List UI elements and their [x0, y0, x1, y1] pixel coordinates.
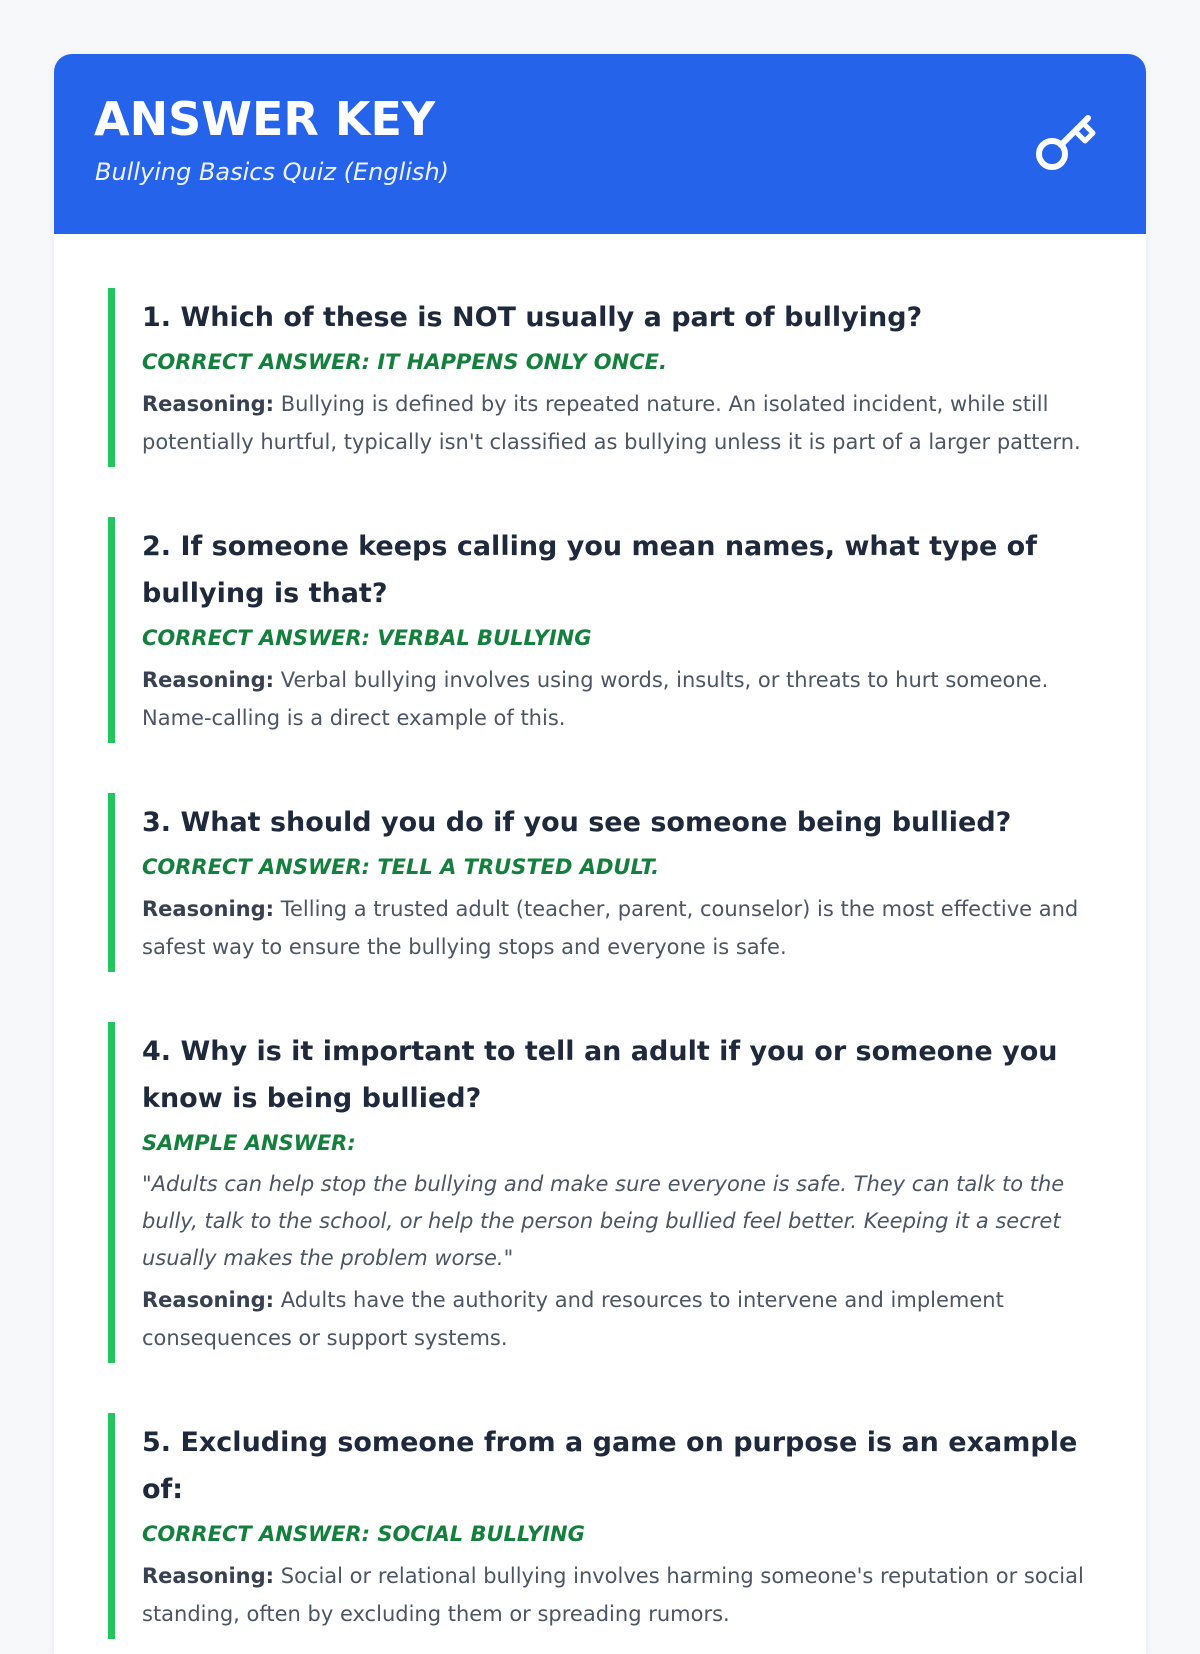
- correct-answer: CORRECT ANSWER: VERBAL BULLYING: [142, 626, 592, 650]
- reasoning: [142, 890, 1090, 966]
- correct-answer: CORRECT ANSWER: TELL A TRUSTED ADULT.: [142, 855, 660, 879]
- correct-answer: CORRECT ANSWER: SOCIAL BULLYING: [142, 1522, 585, 1546]
- page-title: ANSWER KEY: [94, 92, 436, 146]
- correct-answer: CORRECT ANSWER: IT HAPPENS ONLY ONCE.: [142, 350, 667, 374]
- reasoning-label: Reasoning:: [142, 897, 275, 921]
- question-item-5: [108, 1413, 1090, 1639]
- reasoning: [142, 1281, 1090, 1357]
- reasoning-text: Social or relational bullying involves harming someone's reputation or social standing, often by excluding them or spreading rumors.: [142, 1564, 1084, 1626]
- sample-answer-text: "Adults can help stop the bullying and make sure everyone is safe. They can talk to the bully, talk to the school, or help the person being bullied feel better. Keeping it a secret usually makes the problem worse.": [142, 1172, 1065, 1270]
- reasoning-label: Reasoning:: [142, 668, 275, 692]
- question-text: 4. Why is it important to tell an adult if you or someone you know is being bullied?: [142, 1036, 1058, 1114]
- reasoning: [142, 661, 1090, 737]
- question-item-1: [108, 288, 1090, 467]
- answer-key-header: [54, 54, 1146, 234]
- quiz-subtitle: Bullying Basics Quiz (English): [95, 158, 450, 186]
- key-icon: [1034, 108, 1104, 178]
- question-item-2: [108, 517, 1090, 743]
- reasoning-label: Reasoning:: [142, 1288, 275, 1312]
- question-item-4: [108, 1022, 1090, 1363]
- question-text: 3. What should you do if you see someone being bullied?: [142, 807, 1012, 838]
- reasoning: [142, 385, 1090, 461]
- question-text: 2. If someone keeps calling you mean names, what type of bullying is that?: [142, 531, 1037, 609]
- reasoning-text: Verbal bullying involves using words, insults, or threats to hurt someone. Name-calling is a direct example of this.: [142, 668, 1049, 730]
- reasoning-text: Telling a trusted adult (teacher, parent, counselor) is the most effective and safest way to ensure the bullying stops and everyone is safe.: [142, 897, 1079, 959]
- question-item-3: [108, 793, 1090, 972]
- reasoning-label: Reasoning:: [142, 1564, 275, 1588]
- question-text: 5. Excluding someone from a game on purpose is an example of:: [142, 1427, 1078, 1505]
- reasoning-text: Bullying is defined by its repeated nature. An isolated incident, while still potentially hurtful, typically isn't classified as bullying unless it is part of a larger pattern.: [142, 392, 1081, 454]
- answer-list: [54, 234, 1146, 1639]
- question-text: 1. Which of these is NOT usually a part of bullying?: [142, 302, 923, 333]
- reasoning: [142, 1557, 1090, 1633]
- answer-key-card: [54, 54, 1146, 1654]
- sample-answer-label: SAMPLE ANSWER:: [142, 1131, 356, 1155]
- reasoning-text: Adults have the authority and resources to intervene and implement consequences or support systems.: [142, 1288, 1004, 1350]
- reasoning-label: Reasoning:: [142, 392, 275, 416]
